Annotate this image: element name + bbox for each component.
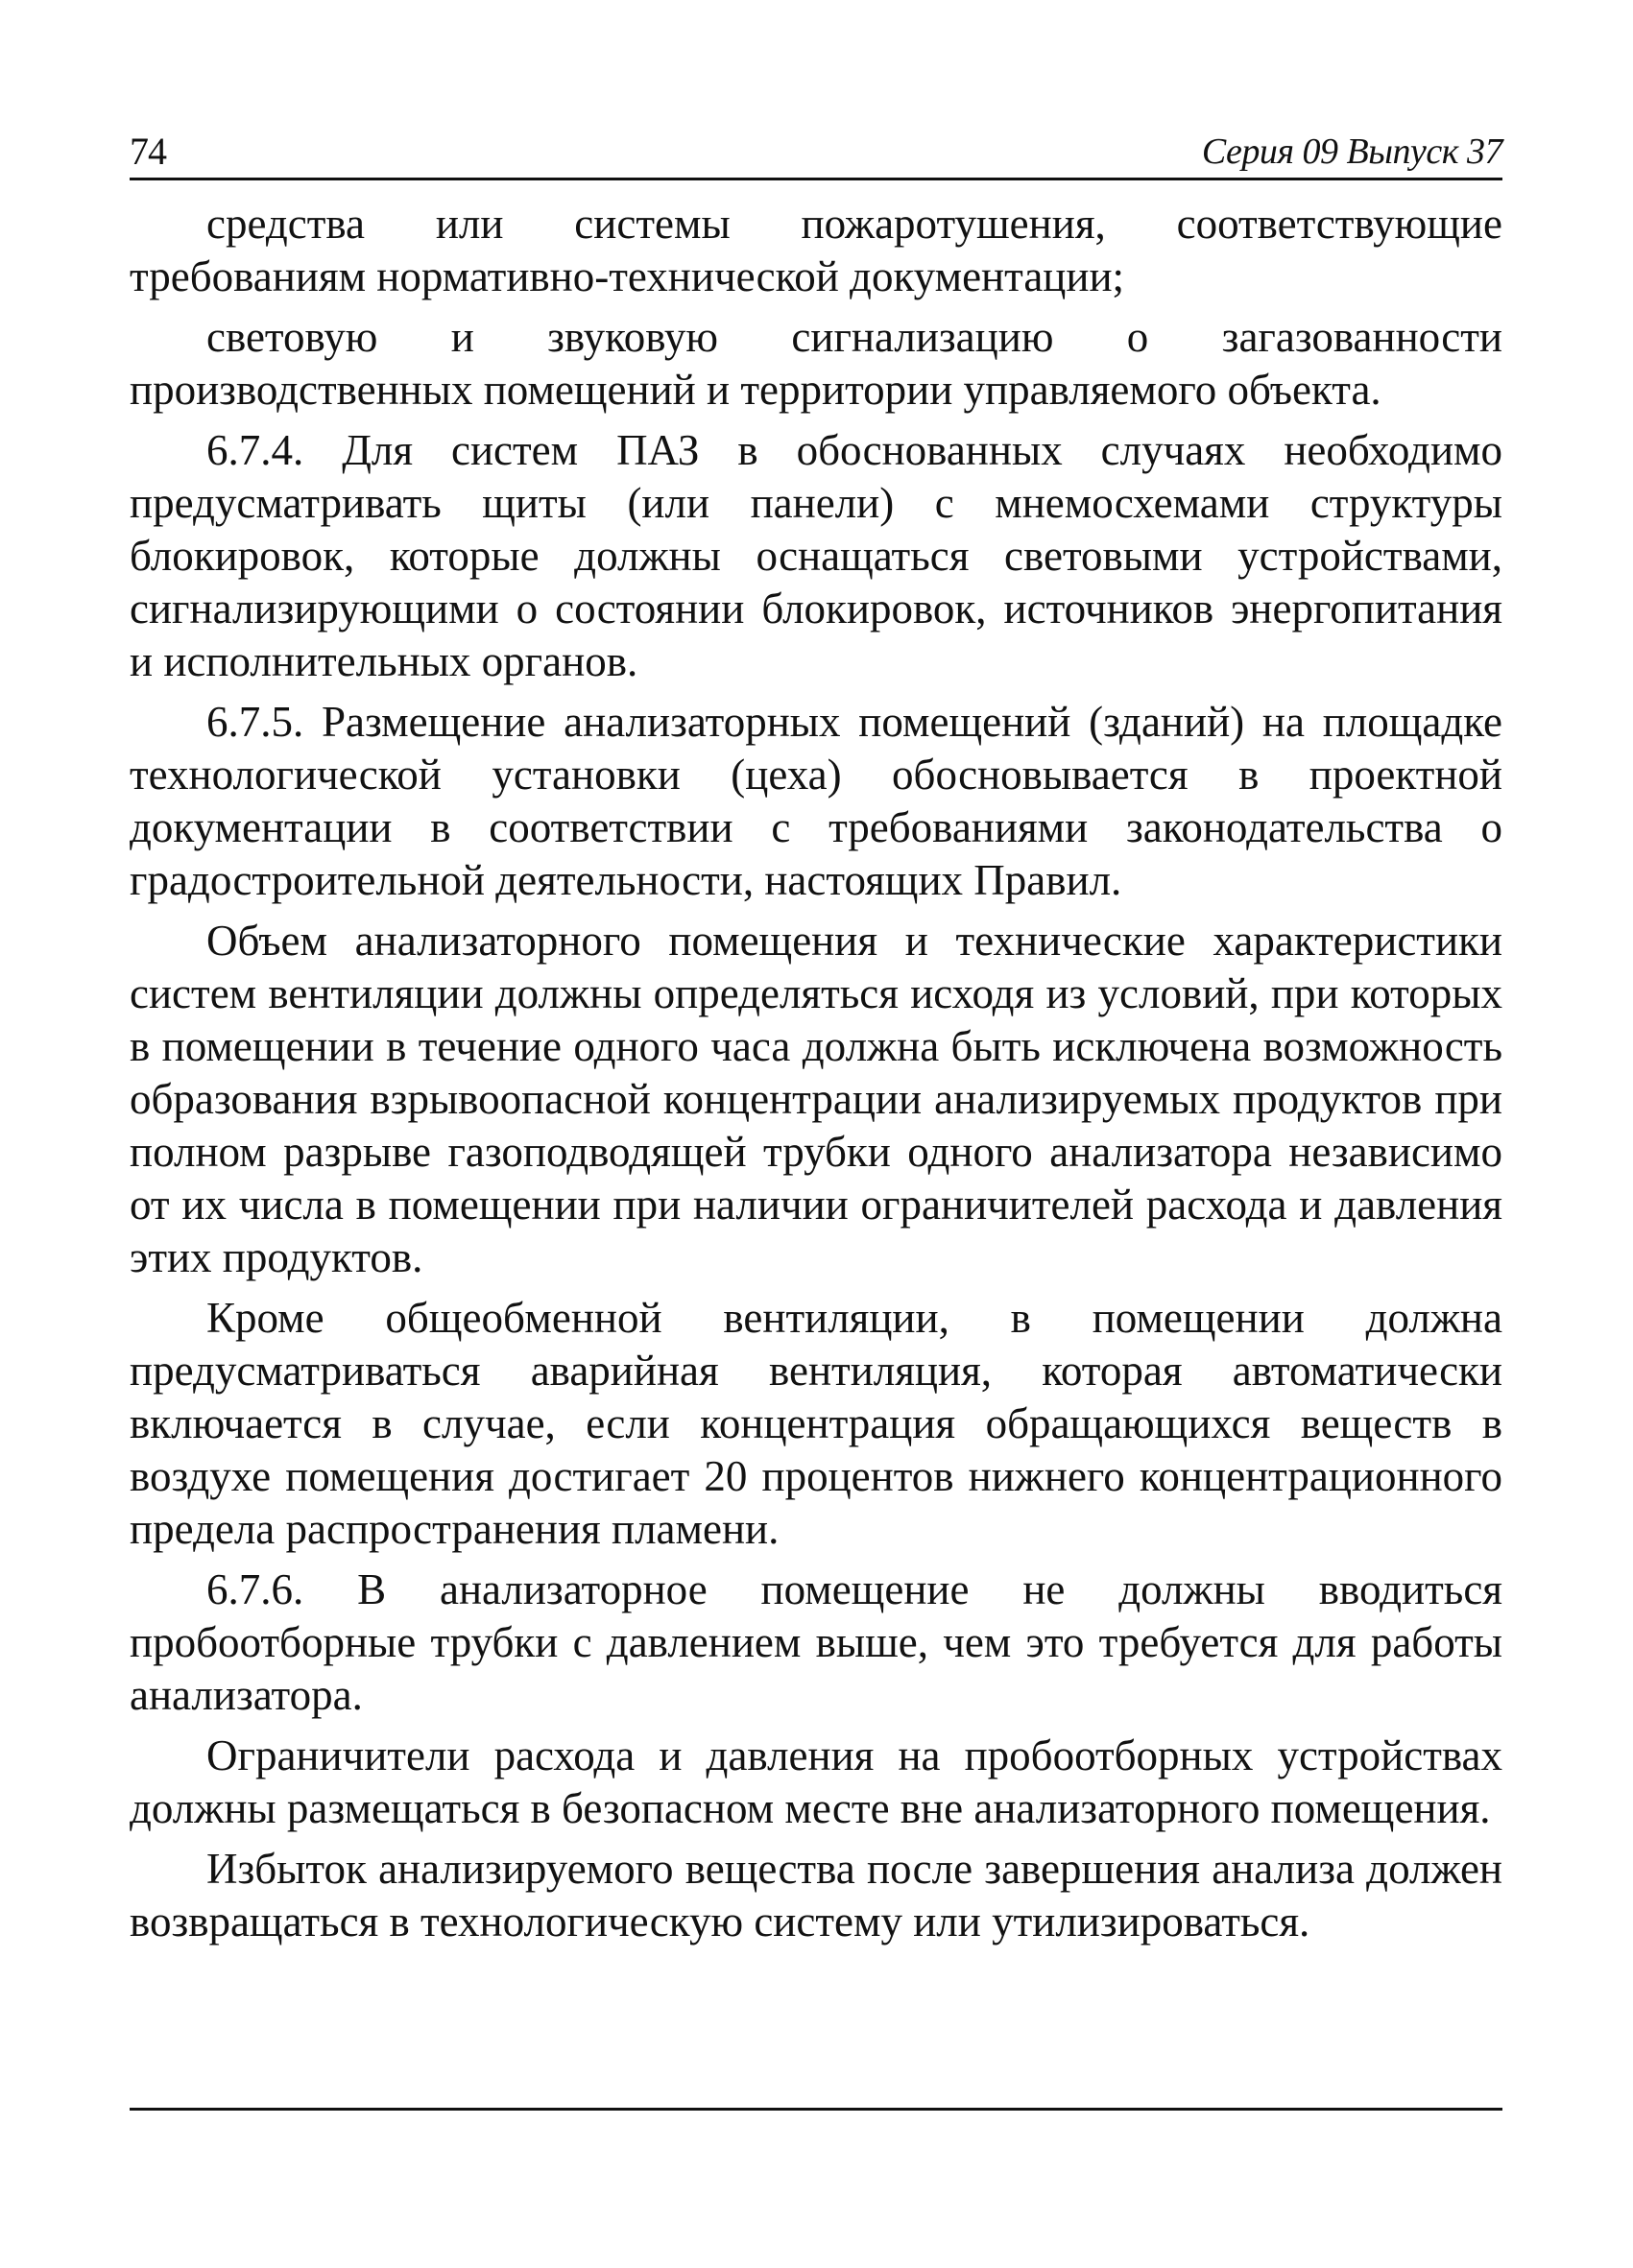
paragraph-6-7-5: 6.7.5. Размещение анализаторных помещений (зданий) на площадке технологической установки (цеха) обосновывается в проектной документации в соответствии с требованиями законодательства о градостроительной деятельности, настоящих Правил.	[130, 698, 1502, 904]
section-end-rule	[130, 2108, 1502, 2111]
page-header	[130, 127, 1502, 180]
paragraph-fire-extinguishing: средства или системы пожаротушения, соответствующие требованиям нормативно-технической документации;	[130, 200, 1502, 300]
paragraph-6-7-6: 6.7.6. В анализаторное помещение не должны вводиться пробоотборные трубки с давлением выше, чем это требуется для работы анализатора.	[130, 1565, 1502, 1719]
running-head: Серия 09 Выпуск 37	[1201, 131, 1502, 172]
paragraph-emergency-ventilation: Кроме общеобменной вентиляции, в помещении должна предусматриваться аварийная вентиляция, которая автоматически включается в случае, если концентрация обращающихся веществ в воздухе помещения достигает 20 процентов нижнего концентрационного предела распространения пламени.	[130, 1294, 1502, 1553]
page-number: 74	[130, 130, 166, 173]
paragraph-flow-limiters: Ограничители расхода и давления на пробоотборных устройствах должны размещаться в безопасном месте вне анализаторного помещения.	[130, 1731, 1502, 1832]
paragraph-gas-alarm: световую и звуковую сигнализацию о загазованности производственных помещений и территории управляемого объекта.	[130, 313, 1502, 414]
paragraph-room-volume: Объем анализаторного помещения и технические характеристики систем вентиляции должны определяться исходя из условий, при которых в помещении в течение одного часа должна быть исключена возможность образования взрывоопасной концентрации анализируемых продуктов при полном разрыве газоподводящей трубки одного анализатора независимо от их числа в помещении при наличии ограничителей расхода и давления этих продуктов.	[130, 917, 1502, 1281]
document-body	[130, 198, 1502, 1956]
paragraph-excess-substance: Избыток анализируемого вещества после завершения анализа должен возвращаться в технологическую систему или утилизироваться.	[130, 1845, 1502, 1946]
paragraph-6-7-4: 6.7.4. Для систем ПАЗ в обоснованных случаях необходимо предусматривать щиты (или панели) с мнемосхемами структуры блокировок, которые должны оснащаться световыми устройствами, сигнализирующими о состоянии блокировок, источников энергопитания и исполнительных органов.	[130, 426, 1502, 685]
